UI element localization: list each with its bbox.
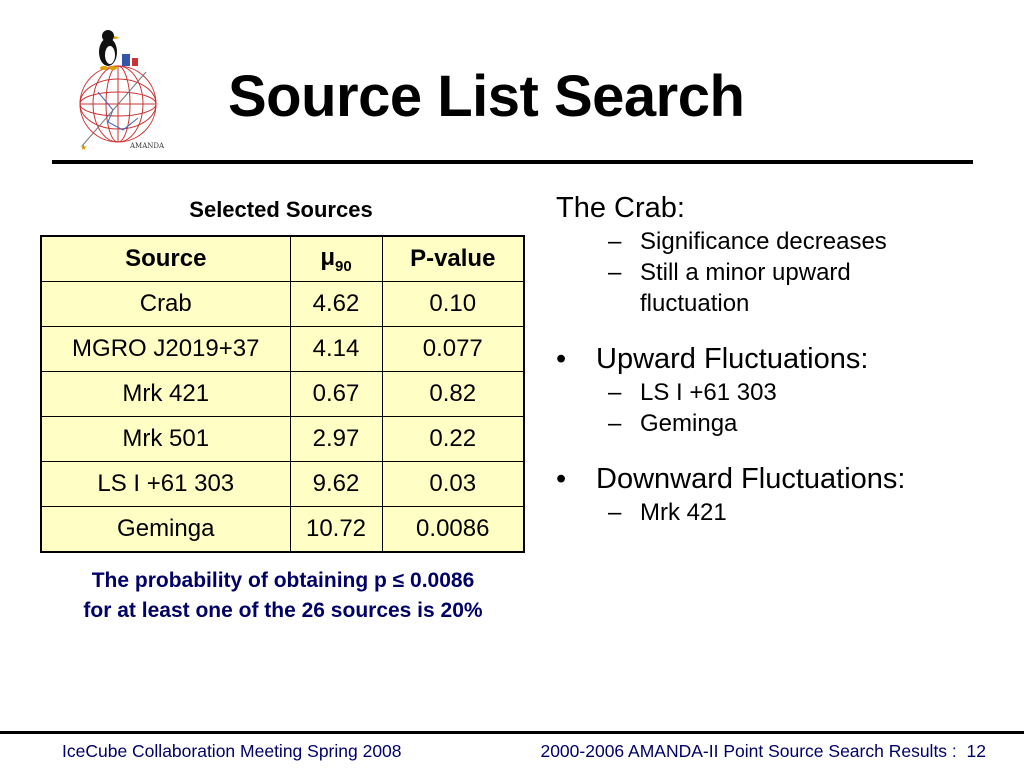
dash-marker: – — [608, 259, 622, 286]
cell-pvalue: 0.03 — [382, 462, 524, 507]
header-source: Source — [41, 236, 290, 282]
cell-pvalue: 0.077 — [382, 327, 524, 372]
page-number: 12 — [966, 741, 986, 761]
footer-center: 2000-2006 AMANDA-II Point Source Search Results : — [540, 741, 957, 761]
sources-table — [40, 235, 525, 553]
table-row — [41, 507, 524, 553]
cell-mu90: 0.67 — [290, 372, 382, 417]
bullet-marker: • — [556, 463, 567, 495]
table-row — [41, 462, 524, 507]
cell-pvalue: 0.22 — [382, 417, 524, 462]
spacer — [556, 319, 996, 341]
list-item: – Geminga — [608, 410, 738, 437]
cell-pvalue: 0.82 — [382, 372, 524, 417]
cell-source: LS I +61 303 — [41, 462, 290, 507]
list-item: – LS I +61 303 — [608, 379, 777, 406]
bullet-marker: • — [556, 343, 567, 375]
penguin-icon — [99, 30, 138, 70]
cell-mu90: 2.97 — [290, 417, 382, 462]
dash-marker: – — [608, 228, 622, 255]
table-note-line: for at least one of the 26 sources is 20% — [83, 599, 483, 622]
cell-source: Crab — [41, 282, 290, 327]
table-row — [41, 372, 524, 417]
cell-mu90: 10.72 — [290, 507, 382, 553]
downward-heading: • Downward Fluctuations: — [556, 463, 906, 495]
cell-mu90: 4.14 — [290, 327, 382, 372]
footer-left: IceCube Collaboration Meeting Spring 2008 — [62, 741, 402, 761]
table-note — [30, 566, 536, 626]
table-row — [41, 417, 524, 462]
cell-source: Mrk 421 — [41, 372, 290, 417]
mu-subscript: 90 — [335, 257, 352, 275]
list-item-continuation: fluctuation — [640, 290, 750, 317]
mu-symbol: μ — [320, 243, 335, 271]
slide-title: Source List Search — [228, 64, 745, 129]
dash-marker: – — [608, 379, 622, 406]
table-caption: Selected Sources — [189, 197, 373, 222]
footer-divider — [0, 731, 1024, 734]
cell-pvalue: 0.10 — [382, 282, 524, 327]
header-mu90 — [290, 236, 382, 282]
amanda-logo — [68, 22, 172, 156]
table-row — [41, 282, 524, 327]
list-item: – Significance decreases — [608, 228, 887, 255]
upward-heading: • Upward Fluctuations: — [556, 343, 869, 375]
cell-mu90: 9.62 — [290, 462, 382, 507]
logo-label: AMANDA — [130, 142, 165, 150]
header-pvalue: P-value — [382, 236, 524, 282]
crab-heading: The Crab: — [556, 192, 685, 224]
cell-pvalue: 0.0086 — [382, 507, 524, 553]
dash-marker: – — [608, 410, 622, 437]
list-item: – Still a minor upward — [608, 259, 851, 286]
cell-source: MGRO J2019+37 — [41, 327, 290, 372]
footer-right — [540, 740, 986, 762]
dash-marker: – — [608, 499, 622, 526]
table-header-row — [41, 236, 524, 282]
cell-mu90: 4.62 — [290, 282, 382, 327]
table-note-line: The probability of obtaining p ≤ 0.0086 — [91, 569, 475, 592]
spacer — [556, 439, 996, 461]
bullet-list — [556, 190, 996, 528]
table-row — [41, 327, 524, 372]
title-divider — [52, 160, 973, 164]
cell-source: Geminga — [41, 507, 290, 553]
cell-source: Mrk 501 — [41, 417, 290, 462]
svg-text:★: ★ — [80, 143, 88, 152]
list-item: – Mrk 421 — [608, 499, 727, 526]
